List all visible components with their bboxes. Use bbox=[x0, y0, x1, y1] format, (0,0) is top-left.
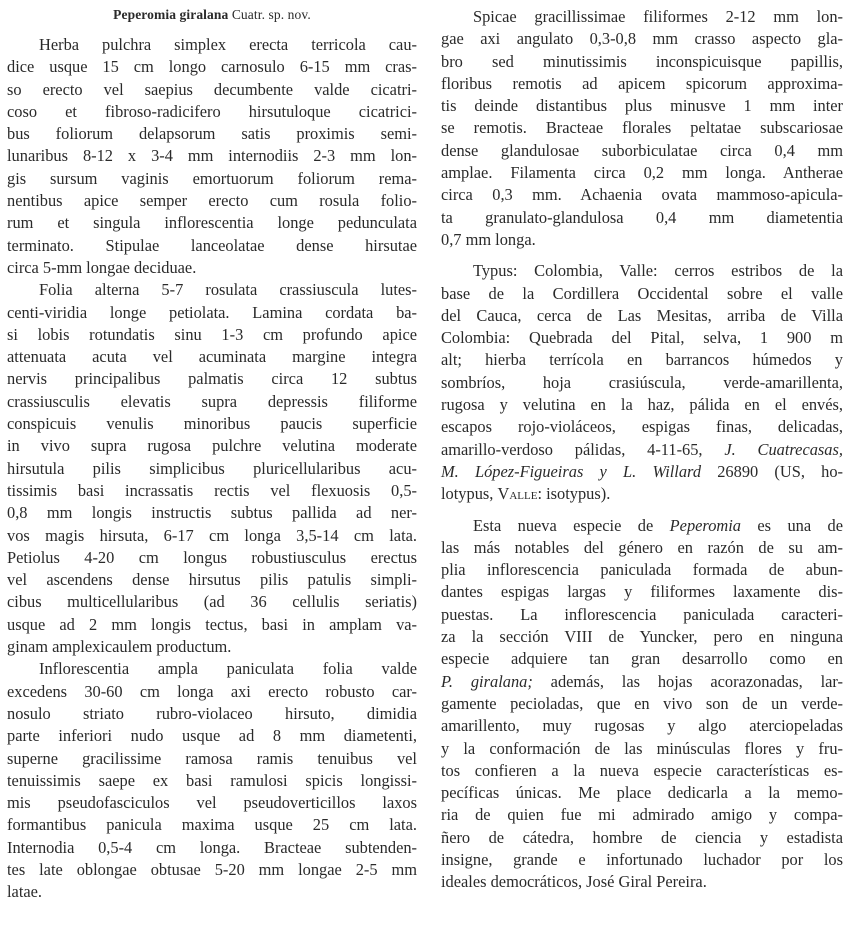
text-line: se remotis. Bracteae florales peltatae subscariosae bbox=[441, 118, 843, 138]
right-column bbox=[441, 6, 843, 894]
text-line: usque ad 2 mm longis tectus, basi in amplam va- bbox=[7, 614, 417, 634]
collector-names: M. López-Figueiras y L. Willard bbox=[441, 461, 702, 481]
isotype-text: : isotypus). bbox=[537, 484, 611, 504]
text-line: tenuissimis saepe ex basi ramulosi spicis longissi- bbox=[7, 770, 417, 790]
text-line: mis pseudofasciculos vel pseudoverticillos laxos bbox=[7, 793, 417, 813]
text-line: tos confieren a la nueva especie características es- bbox=[441, 760, 843, 780]
text-line: Herba pulchra simplex erecta terricola cau- bbox=[39, 35, 417, 54]
text-line: latae. bbox=[7, 882, 43, 902]
text-line: tes late oblongae obtusae 5-20 mm longae 2-5 mm bbox=[7, 859, 417, 879]
text-line: circa 0,3 mm. Achaenia ovata mammoso-apicula- bbox=[441, 185, 843, 205]
text-line: crassiusculis elevatis supra depressis filiforme bbox=[7, 391, 417, 411]
paragraph-habit bbox=[7, 34, 417, 279]
text-line: dice usque 15 cm longo carnosulo 6-15 mm cras- bbox=[7, 57, 417, 77]
holotype-text: lotypus, bbox=[441, 484, 494, 504]
text-line: plia inflorescencia paniculada formada de abun- bbox=[441, 560, 843, 580]
left-column bbox=[7, 6, 417, 904]
text-line: base de la Cordillera Occidental sobre el valle bbox=[441, 283, 843, 303]
text-line: conspicuis venulis minoribus paucis superficie bbox=[7, 414, 417, 434]
paragraph-spikes bbox=[441, 6, 843, 251]
text-fragment: es una de bbox=[757, 515, 843, 535]
text-fragment: amarillo-verdoso pálidas, 4-11-65, bbox=[441, 439, 703, 459]
species-name: Peperomia giralana bbox=[113, 7, 229, 22]
text-line: in vivo supra rugosa pulchre velutina moderate bbox=[7, 436, 417, 456]
text-line: rum et singula inflorescentia longe pedunculata bbox=[7, 213, 417, 233]
text-line: escapos rojo-violáceos, espigas finas, delicadas, bbox=[441, 417, 843, 437]
text-line: gamente pecioladas, que en vivo son de un verde- bbox=[441, 693, 843, 713]
text-line: cibus multicellularibus (ad 36 cellulis seriatis) bbox=[7, 592, 417, 612]
text-line: ria de quien fue mi admirado amigo y compa- bbox=[441, 805, 843, 825]
text-line: 0,7 mm longa. bbox=[441, 229, 536, 249]
text-line bbox=[441, 461, 843, 483]
text-line: superne gracilissime ramosa ramis tenuibus vel bbox=[7, 748, 417, 768]
paragraph-leaves bbox=[7, 279, 417, 658]
species-author: Cuatr. sp. nov. bbox=[231, 7, 311, 22]
text-line: vos magis hirsuta, 6-17 cm longa 3,5-14 cm lata. bbox=[7, 525, 417, 545]
text-line: tissimis basi incrassatis rectis vel flexuosis 0,5- bbox=[7, 480, 417, 500]
text-line: rugosa y velutina en la haz, pálida en el envés, bbox=[441, 395, 843, 415]
text-line: Folia alterna 5-7 rosulata crassiuscula lutes- bbox=[39, 280, 417, 300]
text-line: Typus: Colombia, Valle: cerros estribos de la bbox=[473, 261, 843, 281]
text-line: Inflorescentia ampla paniculata folia valde bbox=[39, 659, 417, 679]
text-line bbox=[441, 671, 843, 693]
collector-names: J. Cuatrecasas, bbox=[724, 439, 843, 459]
text-line: tis deinde distantibus plus minusve 1 mm inter bbox=[441, 96, 843, 116]
paragraph-typus bbox=[441, 260, 843, 505]
text-line: Internodia 0,5-4 cm longa. Bracteae subtenden- bbox=[7, 837, 417, 857]
text-line: alt; hierba terrícola en barrancos húmedos y bbox=[441, 350, 843, 370]
genus-name: Peperomia bbox=[669, 515, 741, 535]
text-line: za la sección VIII de Yuncker, pero en ninguna bbox=[441, 627, 843, 647]
text-line: hirsutula pilis simplicibus pluricellularibus acu- bbox=[7, 458, 417, 478]
text-line: coso et fibroso-radicifero hirsutuloque cicatrici- bbox=[7, 101, 417, 121]
text-line: Spicae gracillissimae filiformes 2-12 mm lon- bbox=[473, 7, 843, 26]
text-line: dense glandulosae suborbiculatae circa 0,4 mm bbox=[441, 140, 843, 160]
text-line: amplae. Filamenta circa 0,2 mm longa. Antherae bbox=[441, 163, 843, 183]
text-line: 0,8 mm longis instructis subtus pallida ad ner- bbox=[7, 503, 417, 523]
text-line bbox=[441, 483, 843, 505]
text-fragment: Esta nueva especie de bbox=[473, 515, 654, 535]
text-line: pecíficas únicas. Me place dedicarla a la memo- bbox=[441, 783, 843, 803]
text-line: nosulo striato rubro-violaceo hirsuto, dimidia bbox=[7, 703, 417, 723]
text-line: vel ascendens dense hirsutus pilis patulis simpli- bbox=[7, 570, 417, 590]
text-line: ta granulato-glandulosa 0,4 mm diametentia bbox=[441, 207, 843, 227]
text-line: Petiolus 4-20 cm longus robustiusculus erectus bbox=[7, 547, 417, 567]
species-heading bbox=[7, 6, 417, 23]
text-line: formantibus panicula maxima usque 25 cm lata. bbox=[7, 815, 417, 835]
text-line: especie adquiere tan gran desarrollo como en bbox=[441, 649, 843, 669]
paragraph-inflorescence bbox=[7, 658, 417, 903]
text-fragment: además, las hojas acorazonadas, lar- bbox=[550, 671, 843, 691]
text-line: ideales democráticos, José Giral Pereira. bbox=[441, 872, 707, 892]
text-line: dantes espigas largas y filiformes laxamente dis- bbox=[441, 582, 843, 602]
collection-number: 26890 (US, ho- bbox=[717, 461, 843, 481]
text-line: parte inferiori nudo usque ad 8 mm diametenti, bbox=[7, 726, 417, 746]
text-line: ginam amplexicaulem productum. bbox=[7, 637, 232, 657]
paragraph-discussion bbox=[441, 515, 843, 894]
text-line: las más notables del género en razón de su am- bbox=[441, 537, 843, 557]
text-line: attenuata acuta vel acuminata margine integra bbox=[7, 347, 417, 367]
text-line: terminato. Stipulae lanceolatae dense hirsutae bbox=[7, 235, 417, 255]
text-line: ñero de cátedra, hombre de ciencia y estadista bbox=[441, 827, 843, 847]
text-line: lunaribus 8-12 x 3-4 mm internodiis 2-3 mm lon- bbox=[7, 146, 417, 166]
text-line: si lobis rotundatis sinu 1-3 cm profundo apice bbox=[7, 324, 417, 344]
text-line: nentibus apice semper erecto cum rosula folio- bbox=[7, 191, 417, 211]
text-line bbox=[441, 515, 843, 537]
text-line: insigne, grande e infortunado luchador por los bbox=[441, 849, 843, 869]
text-line: gae axi angulato 0,3-0,8 mm crasso aspecto gla- bbox=[441, 29, 843, 49]
text-line: y la conformación de las minúsculas flores y fru- bbox=[441, 738, 843, 758]
isotype-place: Valle bbox=[497, 484, 538, 504]
text-line: excedens 30-60 cm longa axi erecto robusto car- bbox=[7, 681, 417, 701]
species-abbrev: P. giralana; bbox=[441, 671, 533, 691]
text-line: del Cauca, cerca de Las Mesitas, arriba de Villa bbox=[441, 305, 843, 325]
text-line: puestas. La inflorescencia paniculada caracteri- bbox=[441, 604, 843, 624]
text-line: Colombia: Quebrada del Pital, selva, 1 900 m bbox=[441, 328, 843, 348]
text-line: bro sed minutissimis inconspicuisque papillis, bbox=[441, 51, 843, 71]
text-line: amarillento, muy rugosas y algo aterciopeladas bbox=[441, 716, 843, 736]
text-line: floribus remotis ad apicem spicorum approxima- bbox=[441, 73, 843, 93]
text-line: so erecto vel saepius decumbente valde cicatri- bbox=[7, 79, 417, 99]
text-line: sombríos, hoja crasiúscula, verde-amarillenta, bbox=[441, 372, 843, 392]
text-line: gis sursum vaginis emortuorum foliorum rema- bbox=[7, 168, 417, 188]
text-line: bus foliorum delapsorum satis proximis semi- bbox=[7, 124, 417, 144]
text-line: centi-viridia longe petiolata. Lamina cordata ba- bbox=[7, 302, 417, 322]
text-line bbox=[441, 439, 843, 461]
text-line: nervis principalibus palmatis circa 12 subtus bbox=[7, 369, 417, 389]
text-line: circa 5-mm longae deciduae. bbox=[7, 257, 197, 277]
